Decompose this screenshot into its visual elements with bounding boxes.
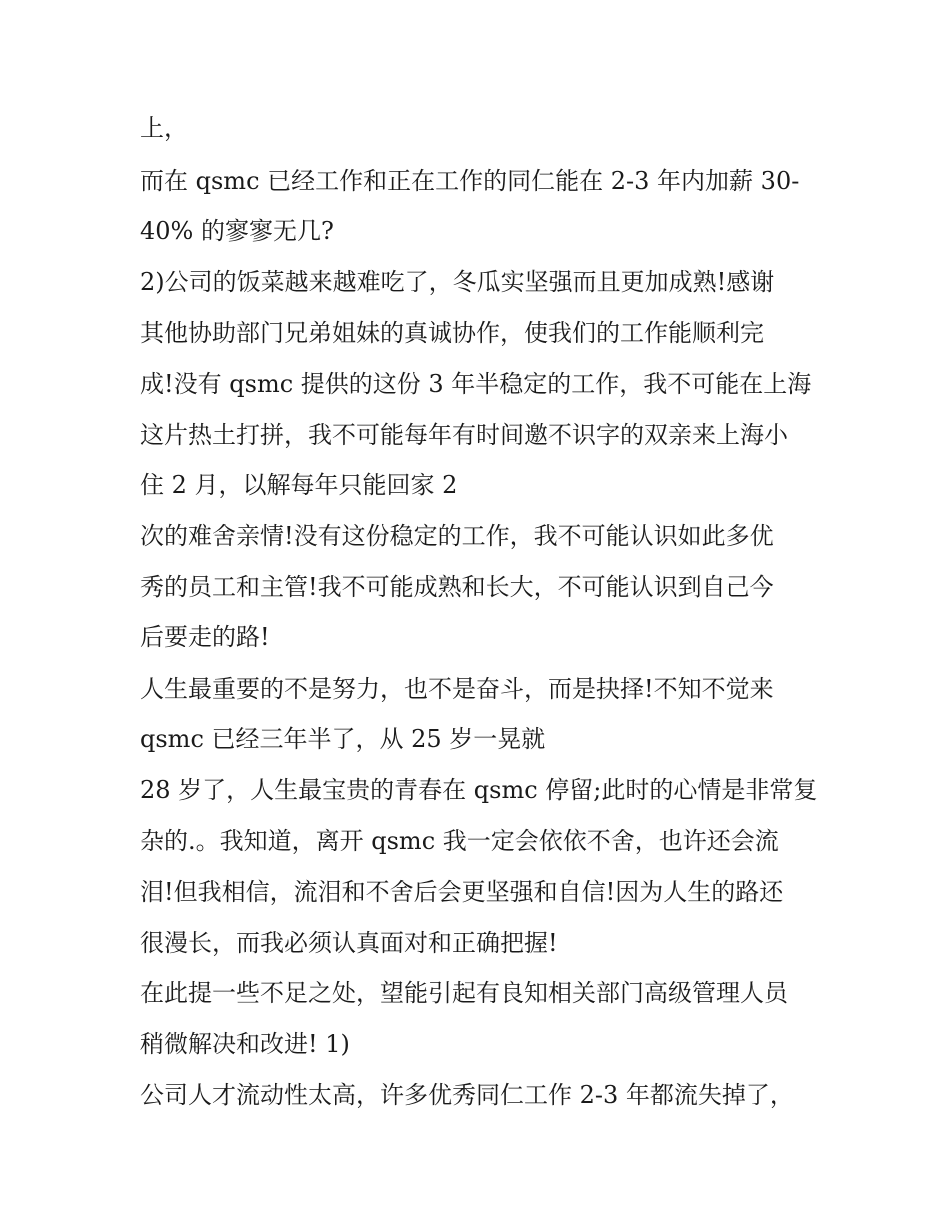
text-line: 28 岁了，人生最宝贵的青春在 qsmc 停留;此时的心情是非常复 — [140, 776, 818, 804]
text-line: 杂的.。我知道，离开 qsmc 我一定会依依不舍，也许还会流 — [140, 827, 779, 855]
text-line: 稍微解决和改进! 1) — [140, 1030, 350, 1058]
text-line: 次的难舍亲情!没有这份稳定的工作，我不可能认识如此多优 — [140, 522, 774, 550]
text-line: 上， — [140, 114, 188, 142]
text-line: 在此提一些不足之处，望能引起有良知相关部门高级管理人员 — [140, 979, 788, 1007]
text-line: 很漫长，而我必须认真面对和正确把握! — [140, 929, 558, 957]
text-line: 泪!但我相信，流泪和不舍后会更坚强和自信!因为人生的路还 — [140, 878, 784, 906]
text-line: 而在 qsmc 已经工作和正在工作的同仁能在 2-3 年内加薪 30- — [140, 167, 800, 195]
text-line: 公司人才流动性太高，许多优秀同仁工作 2-3 年都流失掉了， — [140, 1081, 794, 1109]
text-line: 成!没有 qsmc 提供的这份 3 年半稳定的工作，我不可能在上海 — [140, 370, 812, 398]
text-line: 40% 的寥寥无几? — [140, 217, 334, 245]
text-line: qsmc 已经三年半了，从 25 岁一晃就 — [140, 725, 546, 753]
text-line: 2)公司的饭菜越来越难吃了，冬瓜实坚强而且更加成熟!感谢 — [140, 268, 775, 296]
text-line: 住 2 月，以解每年只能回家 2 — [140, 471, 458, 499]
text-line: 秀的员工和主管!我不可能成熟和长大，不可能认识到自己今 — [140, 573, 774, 601]
text-line: 人生最重要的不是努力，也不是奋斗，而是抉择!不知不觉来 — [140, 675, 774, 703]
text-line: 其他协助部门兄弟姐妹的真诚协作，使我们的工作能顺利完 — [140, 319, 764, 347]
text-line: 后要走的路! — [140, 623, 270, 651]
text-line: 这片热土打拼，我不可能每年有时间邀不识字的双亲来上海小 — [140, 421, 788, 449]
